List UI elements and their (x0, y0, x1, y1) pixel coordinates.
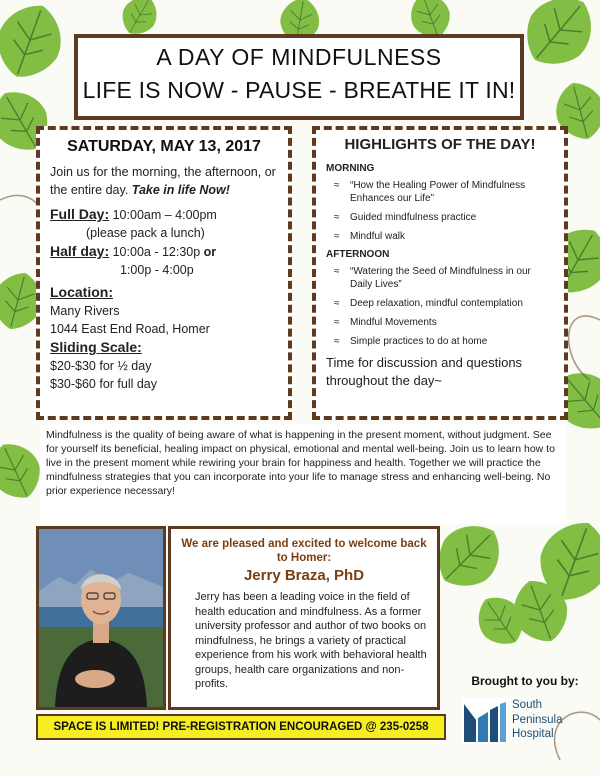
list-item: ≈ “Watering the Seed of Mindfulness in our Daily Lives” (326, 265, 554, 291)
sponsor-label: Brought to you by: (471, 674, 579, 688)
list-item: ≈ Mindful Movements (326, 316, 554, 329)
speaker-name: Jerry Braza, PhD (243, 567, 365, 584)
event-intro-emphasis: Take in life Now! (131, 183, 230, 197)
sliding-scale-label: Sliding Scale: (50, 339, 142, 355)
speaker-bio-box (168, 526, 440, 710)
event-date: SATURDAY, MAY 13, 2017 (67, 138, 261, 155)
logo-text: South Peninsula Hospital (512, 699, 563, 740)
list-item: ≈ Mindful walk (326, 230, 554, 243)
list-item: ≈ “How the Healing Power of Mindfulness Enhances our Life” (326, 179, 554, 205)
event-intro-text: Join us for the morning, the afternoon, or the entire day. (50, 165, 276, 197)
bullet-icon: ≈ (334, 180, 340, 191)
speaker-photo (36, 526, 166, 710)
title-banner (74, 34, 524, 120)
full-day-time: 10:00am – 4:00pm (112, 208, 217, 222)
title-line-1: A DAY OF MINDFULNESS (156, 44, 442, 70)
bullet-icon: ≈ (334, 231, 340, 242)
half-day-row (50, 242, 278, 261)
half-day-time-2: 1:00p - 4:00p (120, 263, 194, 277)
speaker-bio: Jerry has been a leading voice in the field of health education and mindfulness. As a former university professor and author of two books on mindfulness, he brings a variety of practical experience from his work with behavioral health groups, health care organizations and non-profits. (195, 591, 427, 690)
bullet-icon: ≈ (334, 266, 340, 277)
bullet-icon: ≈ (334, 298, 340, 309)
price-full-day: $30-$60 for full day (50, 377, 158, 391)
list-item: ≈ Deep relaxation, mindful contemplation (326, 297, 554, 310)
location-address: 1044 East End Road, Homer (50, 322, 210, 336)
welcome-text: We are pleased and excited to welcome back to Homer: (181, 538, 427, 564)
highlights-box (312, 126, 568, 420)
event-intro (50, 163, 278, 199)
speaker-portrait-image (39, 529, 163, 707)
bullet-icon: ≈ (334, 317, 340, 328)
half-day-time-1: 10:00a - 12:30p (112, 245, 201, 259)
location-label: Location: (50, 284, 113, 300)
afternoon-label: AFTERNOON (326, 249, 390, 260)
description-paragraph: Mindfulness is the quality of being aware of what is happening in the present moment, without judgment. See for yourself its beneficial, healing impact on physical, emotional and mental well-being. Join us to learn how to live in the present moment while rewiring your brain for happiness and health. Together we will practice the mindfulness strategies that you can incorporate into your life to manage stress and enhancing well-being. No prior experience necessary! (40, 424, 566, 524)
highlights-closing: Time for discussion and questions throughout the day~ (326, 355, 523, 388)
hospital-logo (462, 698, 592, 748)
highlights-title: HIGHLIGHTS OF THE DAY! (344, 136, 536, 153)
location-name: Many Rivers (50, 304, 120, 318)
price-half-day: $20-$30 for ½ day (50, 359, 152, 373)
hospital-logo-icon (462, 698, 508, 744)
event-details-box (36, 126, 292, 420)
registration-banner: SPACE IS LIMITED! PRE-REGISTRATION ENCOURAGED @ 235-0258 (36, 714, 446, 740)
half-day-or: or (203, 245, 217, 259)
list-item: ≈ Guided mindfulness practice (326, 211, 554, 224)
bullet-icon: ≈ (334, 336, 340, 347)
half-day-label: Half day: (50, 243, 110, 259)
morning-label: MORNING (326, 163, 375, 174)
full-day-note: (please pack a lunch) (86, 226, 205, 240)
full-day-row (50, 205, 278, 224)
title-line-2: LIFE IS NOW - PAUSE - BREATHE IT IN! (82, 77, 516, 103)
list-item: ≈ Simple practices to do at home (326, 335, 554, 348)
full-day-label: Full Day: (50, 206, 110, 222)
bullet-icon: ≈ (334, 212, 340, 223)
